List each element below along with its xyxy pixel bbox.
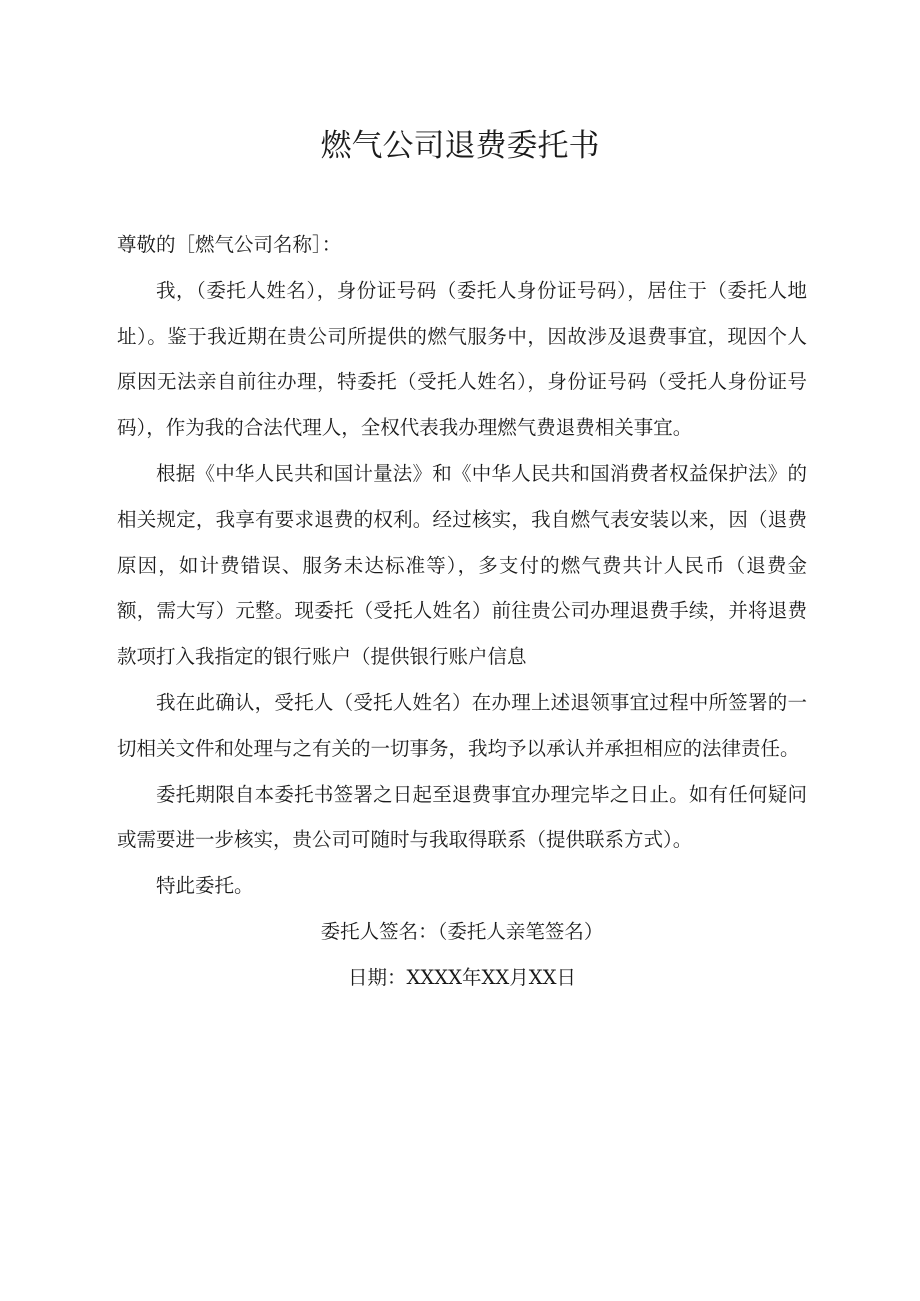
greeting: 尊敬的［燃气公司名称］： <box>117 233 342 256</box>
paragraph-confirmation: 我在此确认，受托人（受托人姓名）在办理上述退领事宜过程中所签署的一切相关文件和处理与之有关的一切事务，我均予以承认并承担相应的法律责任。 <box>117 690 807 760</box>
document-title: 燃气公司退费委托书 <box>320 128 600 164</box>
paragraph-term: 委托期限自本委托书签署之日起至退费事宜办理完毕之日止。如有任何疑问或需要进一步核实，贵公司可随时与我取得联系（提供联系方式）。 <box>117 782 807 852</box>
paragraph-closing: 特此委托。 <box>156 874 254 898</box>
paragraph-delegation: 我，（委托人姓名），身份证号码（委托人身份证号码），居住于（委托人地址）。鉴于我近期在贵公司所提供的燃气服务中，因故涉及退费事宜，现因个人原因无法亲自前往办理，特委托（受托人姓名），身份证号码（受托人身份证号码），作为我的合法代理人，全权代表我办理燃气费退费相关事宜。 <box>117 278 807 440</box>
document-body <box>117 222 807 1001</box>
date-line: 日期：XXXX年XX月XX日 <box>347 965 577 989</box>
paragraph-refund-basis: 根据《中华人民共和国计量法》和《中华人民共和国消费者权益保护法》的相关规定，我享有要求退费的权利。经过核实，我自燃气表安装以来，因（退费原因，如计费错误、服务未达标准等），多支付的燃气费共计人民币（退费金额，需大写）元整。现委托（受托人姓名）前往贵公司办理退费手续，并将退费款项打入我指定的银行账户（提供银行账户信息 <box>117 461 807 669</box>
signature-line: 委托人签名：（委托人亲笔签名） <box>320 919 604 943</box>
